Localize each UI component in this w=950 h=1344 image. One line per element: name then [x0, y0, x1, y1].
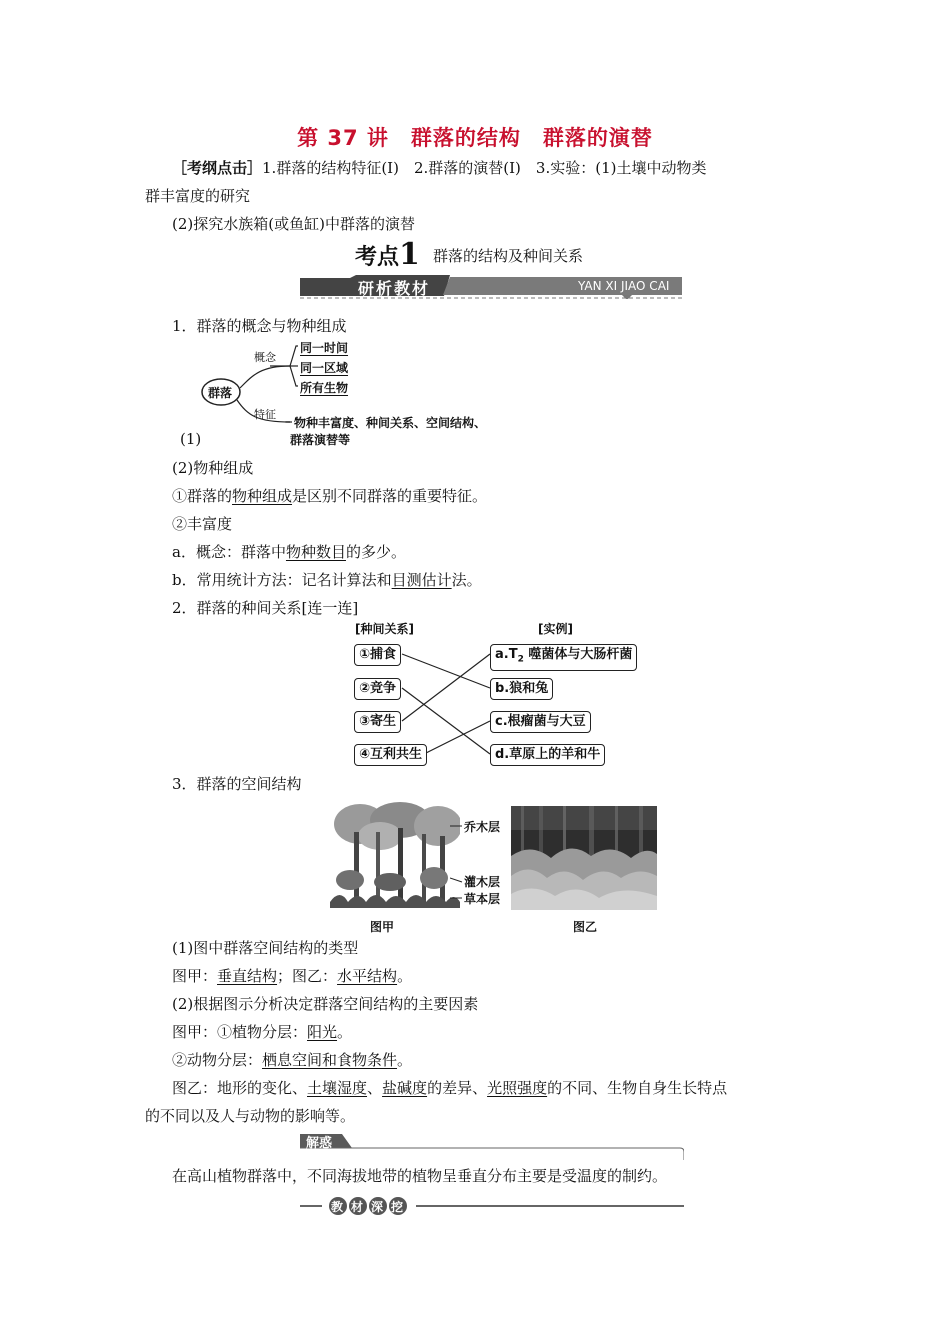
- layer-shrub: 灌木层: [464, 875, 501, 889]
- figure-caption-a: 图甲: [370, 920, 395, 934]
- s3-a4-line2: 的不同以及人与动物的影响等。: [145, 1107, 356, 1125]
- s3-a4: [172, 1078, 727, 1098]
- kaodian-topic: 群落的结构及种间关系: [432, 247, 583, 265]
- example-d: d.草原上的羊和牛: [490, 744, 605, 766]
- s1-p6-post: 法。: [451, 571, 482, 589]
- layer-herb: 草本层: [464, 892, 501, 906]
- s3-a2-answer: 阳光: [307, 1023, 338, 1041]
- outline-line3: (2)探究水族箱(或鱼缸)中群落的演替: [172, 215, 415, 233]
- shenwa-divider: [300, 1196, 684, 1218]
- map-item-area: 同一区域: [300, 361, 349, 375]
- s3-a4-answer2: 盐碱度: [382, 1079, 428, 1097]
- s3-a2-post: 。: [337, 1023, 353, 1041]
- s1-p5-pre: a．概念：群落中: [172, 543, 286, 561]
- relation-parasitism: ③寄生: [354, 711, 401, 733]
- s1-p5: [172, 542, 406, 562]
- shenwa-char-1: 教: [331, 1200, 344, 1214]
- s3-q1: (1)图中群落空间结构的类型: [172, 939, 359, 957]
- s3-a3: [172, 1050, 412, 1070]
- s3-a4-answer1: 土壤湿度: [307, 1079, 368, 1097]
- map-item-time: 同一时间: [300, 341, 349, 355]
- layer-tree: 乔木层: [464, 820, 501, 834]
- relation-competition: ②竞争: [354, 678, 401, 700]
- s3-a4-sep2: 的差异、: [427, 1079, 488, 1097]
- outline-line1: [172, 158, 706, 178]
- s1-p3-pre: ①群落的: [172, 487, 233, 505]
- example-b: b.狼和兔: [490, 678, 553, 700]
- s1-p6-answer: 目测估计: [391, 571, 452, 589]
- section-banner: [300, 275, 682, 299]
- relation-mutualism: ④互利共生: [354, 744, 427, 766]
- matching-left-title: [种间关系]: [355, 622, 414, 636]
- kaodian-header: [355, 237, 583, 272]
- s1-p3-post: 是区别不同群落的重要特征。: [292, 487, 488, 505]
- example-a-pre: a.T: [495, 647, 518, 662]
- jiehuo-box: [300, 1134, 684, 1160]
- s1-p3-answer: 物种组成: [232, 487, 293, 505]
- outline-text1: 1.群落的结构特征(Ⅰ) 2.群落的演替(Ⅰ) 3.实验：(1)土壤中动物类: [262, 159, 707, 177]
- s1-p5-post: 的多少。: [345, 543, 406, 561]
- map-center: 群落: [208, 386, 233, 400]
- example-a-sub: 2: [517, 654, 524, 665]
- s3-a4-pre: 图乙：地形的变化、: [172, 1079, 308, 1097]
- example-a: [490, 644, 637, 671]
- s3-a1-answer2: 水平结构: [337, 967, 398, 985]
- s3-a4-sep1: 、: [367, 1079, 383, 1097]
- figure-caption-b: 图乙: [573, 920, 598, 934]
- figure-layered-forest: [330, 802, 510, 908]
- s1-heading: 1．群落的概念与物种组成: [172, 317, 347, 335]
- s1-p6-pre: b．常用统计方法：记名计算法和: [172, 571, 392, 589]
- shenwa-char-4: 挖: [391, 1200, 404, 1214]
- page-title: 第 37 讲 群落的结构 群落的演替: [297, 126, 653, 150]
- relation-predation: ①捕食: [354, 644, 401, 666]
- s1-p3: [172, 486, 487, 506]
- s1-p5-answer: 物种数目: [285, 543, 346, 561]
- jiehuo-text: 在高山植物群落中，不同海拔地带的植物呈垂直分布主要是受温度的制约。: [172, 1167, 668, 1185]
- jiehuo-tag: 解惑: [306, 1136, 333, 1151]
- s3-a3-post: 。: [397, 1051, 413, 1069]
- s3-a4-answer3: 光照强度: [487, 1079, 548, 1097]
- concept-map: [180, 336, 500, 448]
- s3-a1-mid: ；图乙：: [277, 967, 338, 985]
- shenwa-char-3: 深: [371, 1200, 384, 1214]
- map-branch-feature: 特征: [254, 408, 276, 421]
- s3-heading: 3．群落的空间结构: [172, 775, 302, 793]
- s3-a2-pre: 图甲：①植物分层：: [172, 1023, 308, 1041]
- kaodian-number: 1: [399, 237, 420, 272]
- s3-a2: [172, 1022, 352, 1042]
- s3-a1-post: 。: [397, 967, 413, 985]
- example-a-post: 噬菌体与大肠杆菌: [523, 647, 633, 662]
- s3-a1: [172, 966, 412, 986]
- s1-p4: ②丰富度: [172, 515, 233, 533]
- matching-right-title: [实例]: [538, 622, 573, 636]
- map-branch-concept: 概念: [254, 351, 276, 364]
- map-item-organisms: 所有生物: [300, 381, 349, 395]
- banner-en: YAN XI JIAO CAI: [578, 279, 670, 293]
- s2-heading: 2．群落的种间关系[连一连]: [172, 599, 359, 617]
- shenwa-char-2: 材: [351, 1200, 364, 1214]
- matching-diagram: [340, 618, 640, 770]
- fern-photo: [511, 806, 657, 910]
- s1-label-1: (1): [180, 430, 202, 448]
- s3-a1-answer1: 垂直结构: [217, 967, 278, 985]
- s1-p2: (2)物种组成: [172, 459, 254, 477]
- map-feature-line2: 群落演替等: [290, 433, 351, 447]
- s3-a3-answer: 栖息空间和食物条件: [262, 1051, 398, 1069]
- s3-a3-pre: ②动物分层：: [172, 1051, 263, 1069]
- forest-illustration: [330, 802, 460, 908]
- s3-a1-pre: 图甲：: [172, 967, 218, 985]
- outline-label: ［考纲点击］: [172, 159, 263, 177]
- s3-q2: (2)根据图示分析决定群落空间结构的主要因素: [172, 995, 479, 1013]
- kaodian-prefix: 考点: [355, 245, 400, 270]
- s1-p6: [172, 570, 482, 590]
- figure-fern-forest: [511, 806, 657, 910]
- example-c: c.根瘤菌与大豆: [490, 711, 591, 733]
- s3-a4-sep3: 的不同、生物自身生长特点: [547, 1079, 728, 1097]
- jiehuo-frame: [300, 1134, 684, 1160]
- map-feature-line1: 物种丰富度、种间关系、空间结构、: [294, 416, 487, 430]
- outline-line2: 群丰富度的研究: [145, 187, 251, 205]
- banner-cn: 研析教材: [358, 279, 431, 298]
